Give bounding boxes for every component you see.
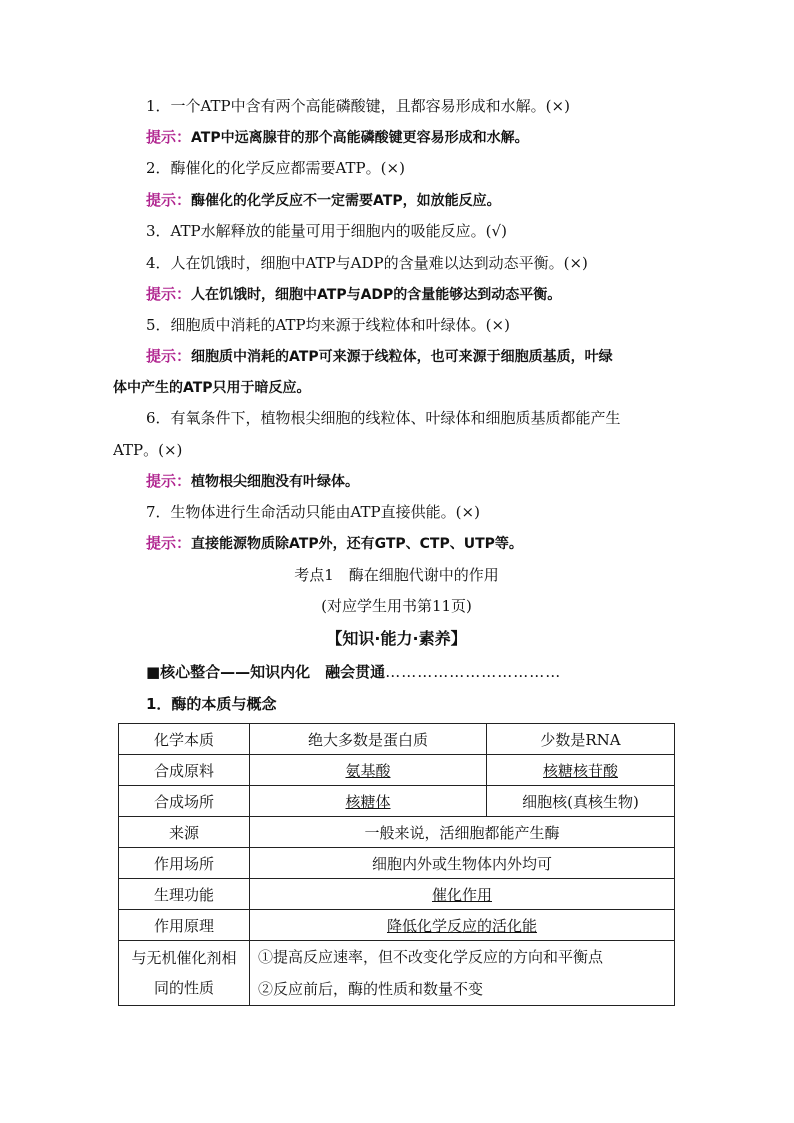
cell-value — [487, 755, 675, 786]
row-label: 化学本质 — [119, 724, 250, 755]
row-label — [119, 941, 250, 1006]
hint-text: 细胞质中消耗的ATP可来源于线粒体，也可来源于细胞质基质，叶绿 — [191, 349, 613, 365]
cell-value — [250, 941, 675, 1006]
hint-text: 体中产生的ATP只用于暗反应。 — [113, 380, 311, 396]
hint-text: 直接能源物质除ATP外，还有GTP、CTP、UTP等。 — [191, 536, 523, 552]
statement-4: 4．人在饥饿时，细胞中ATP与ADP的含量难以达到动态平衡。(×) — [146, 254, 588, 272]
row-label: 生理功能 — [119, 879, 250, 910]
table-row — [119, 786, 675, 817]
hint-text: 酶催化的化学反应不一定需要ATP，如放能反应。 — [191, 193, 501, 209]
row-label: 合成场所 — [119, 786, 250, 817]
statement-7: 7．生物体进行生命活动只能由ATP直接供能。(×) — [146, 503, 480, 521]
row-label: 合成原料 — [119, 755, 250, 786]
statement-6-line1: 6．有氧条件下，植物根尖细胞的线粒体、叶绿体和细胞质基质都能产生 — [146, 409, 621, 427]
cell-value — [250, 786, 487, 817]
core-label: ■核心整合——知识内化 融会贯通 — [146, 663, 386, 681]
hint-label: 提示： — [146, 534, 192, 552]
underlined-answer: 氨基酸 — [345, 761, 391, 780]
table-row — [119, 848, 675, 879]
hint-label: 提示： — [146, 128, 192, 146]
table-row — [119, 755, 675, 786]
hint-text: ATP中远离腺苷的那个高能磷酸键更容易形成和水解。 — [191, 130, 529, 146]
property-line: ①提高反应速率，但不改变化学反应的方向和平衡点 — [258, 948, 604, 966]
section-title: 考点1 酶在细胞代谢中的作用 — [294, 566, 499, 584]
hint-4 — [113, 284, 713, 305]
cell-value: 少数是RNA — [487, 724, 675, 755]
underlined-answer: 核糖核苷酸 — [542, 761, 618, 780]
hint-7 — [113, 533, 713, 554]
underlined-answer: 降低化学反应的活化能 — [386, 916, 537, 935]
statement-3: 3．ATP水解释放的能量可用于细胞内的吸能反应。(√) — [146, 222, 507, 240]
statement-1: 1．一个ATP中含有两个高能磷酸键，且都容易形成和水解。(×) — [146, 97, 570, 115]
underlined-answer: 催化作用 — [431, 885, 492, 904]
underlined-answer: 核糖体 — [345, 792, 391, 811]
cell-value: 细胞内外或生物体内外均可 — [250, 848, 675, 879]
section-banner: 【知识·能力·素养】 — [326, 629, 467, 648]
statement-6-line2: ATP。(×) — [113, 441, 183, 459]
cell-value — [250, 910, 675, 941]
hint-text: 人在饥饿时，细胞中ATP与ADP的含量能够达到动态平衡。 — [191, 287, 562, 303]
cell-value — [250, 755, 487, 786]
table-row — [119, 817, 675, 848]
hint-6 — [113, 471, 713, 492]
statement-5: 5．细胞质中消耗的ATP均来源于线粒体和叶绿体。(×) — [146, 316, 510, 334]
hint-1 — [113, 127, 713, 148]
table-row — [119, 724, 675, 755]
hint-text: 植物根尖细胞没有叶绿体。 — [191, 474, 360, 490]
table-row — [119, 879, 675, 910]
property-line: ②反应前后，酶的性质和数量不变 — [258, 980, 484, 998]
row-label-line: 与无机催化剂相 — [131, 949, 237, 967]
hint-5-line1 — [113, 346, 713, 367]
row-label: 作用场所 — [119, 848, 250, 879]
table-row — [119, 910, 675, 941]
enzyme-table — [118, 723, 675, 1006]
hint-5-line2 — [113, 377, 680, 398]
section-reference: (对应学生用书第11页) — [321, 597, 472, 615]
cell-value: 细胞核(真核生物) — [487, 786, 675, 817]
cell-value: 一般来说，活细胞都能产生酶 — [250, 817, 675, 848]
cell-value: 绝大多数是蛋白质 — [250, 724, 487, 755]
subtitle-enzyme: 1．酶的本质与概念 — [146, 695, 277, 713]
row-label: 来源 — [119, 817, 250, 848]
row-label: 作用原理 — [119, 910, 250, 941]
hint-label: 提示： — [146, 285, 192, 303]
core-dots: …………………………… — [385, 663, 562, 681]
row-label-line: 同的性质 — [153, 979, 214, 997]
cell-value — [250, 879, 675, 910]
hint-2 — [113, 190, 713, 211]
core-heading — [113, 662, 713, 682]
hint-label: 提示： — [146, 347, 192, 365]
table-row — [119, 941, 675, 1006]
hint-label: 提示： — [146, 191, 192, 209]
statement-2: 2．酶催化的化学反应都需要ATP。(×) — [146, 159, 405, 177]
hint-label: 提示： — [146, 472, 192, 490]
